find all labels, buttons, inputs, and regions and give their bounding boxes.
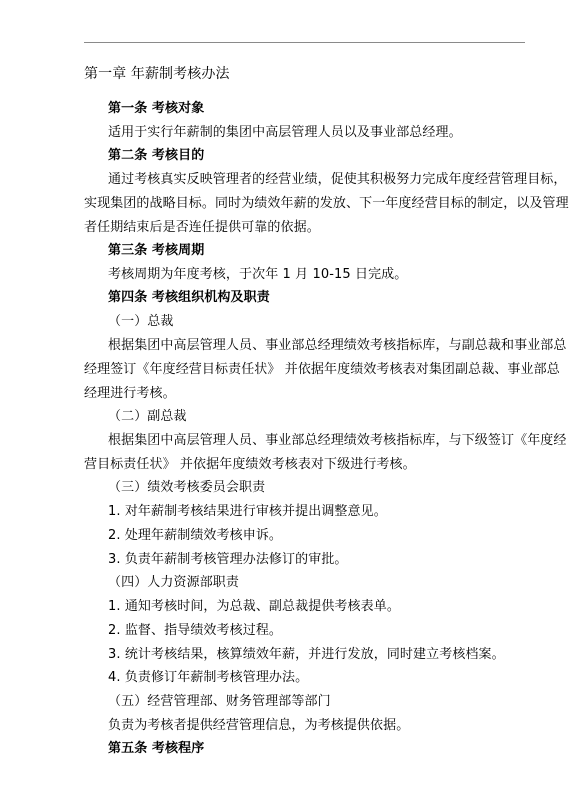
paragraph-line: 适用于实行年薪制的集团中高层管理人员以及事业部总经理。 (108, 125, 462, 140)
chapter-title: 第一章 年薪制考核办法 (84, 66, 230, 82)
paragraph-line: 经理签订《年度经营目标责任状》 并依据年度绩效考核表对集团副总裁、事业部总 (84, 362, 560, 377)
subsection-heading: （四）人力资源部职责 (108, 575, 240, 590)
paragraph-line: 通过考核真实反映管理者的经营业绩，促使其积极努力完成年度经营管理目标， (108, 172, 567, 187)
article-heading: 第四条 考核组织机构及职责 (108, 290, 270, 305)
list-item: 4. 负责修订年薪制考核管理办法。 (108, 670, 309, 685)
paragraph-line: 经理进行考核。 (84, 386, 176, 401)
paragraph-line: 者任期结束后是否连任提供可靠的依据。 (84, 220, 320, 235)
list-item: 2. 处理年薪制绩效考核申诉。 (108, 528, 283, 543)
list-item: 2. 监督、指导绩效考核过程。 (108, 623, 283, 638)
paragraph-line: 考核周期为年度考核，于次年 1 月 10-15 日完成。 (108, 267, 408, 282)
subsection-heading: （一）总裁 (108, 314, 174, 329)
paragraph-line: 营目标责任状》 并依据年度绩效考核表对下级进行考核。 (84, 457, 416, 472)
article-heading: 第五条 考核程序 (108, 741, 205, 756)
paragraph-line: 实现集团的战略目标。同时为绩效年薪的发放、下一年度经营目标的制定，以及管理 (84, 196, 569, 211)
list-item: 1. 对年薪制考核结果进行审核并提出调整意见。 (108, 504, 387, 519)
article-heading: 第二条 考核目的 (108, 148, 205, 163)
article-heading: 第三条 考核周期 (108, 243, 205, 258)
list-item: 3. 负责年薪制考核管理办法修订的审批。 (108, 552, 348, 567)
paragraph-line: 根据集团中高层管理人员、事业部总经理绩效考核指标库，与副总裁和事业部总 (108, 338, 567, 353)
subsection-heading: （三）绩效考核委员会职责 (108, 480, 266, 495)
list-item: 3. 统计考核结果，核算绩效年薪，并进行发放，同时建立考核档案。 (108, 647, 505, 662)
header-rule (84, 42, 525, 43)
article-heading: 第一条 考核对象 (108, 101, 205, 116)
paragraph-line: 根据集团中高层管理人员、事业部总经理绩效考核指标库，与下级签订《年度经 (108, 433, 567, 448)
subsection-heading: （二）副总裁 (108, 409, 187, 424)
list-item: 1. 通知考核时间，为总裁、副总裁提供考核表单。 (108, 599, 400, 614)
subsection-heading: （五）经营管理部、财务管理部等部门 (108, 694, 331, 709)
paragraph-line: 负责为考核者提供经营管理信息，为考核提供依据。 (108, 718, 410, 733)
